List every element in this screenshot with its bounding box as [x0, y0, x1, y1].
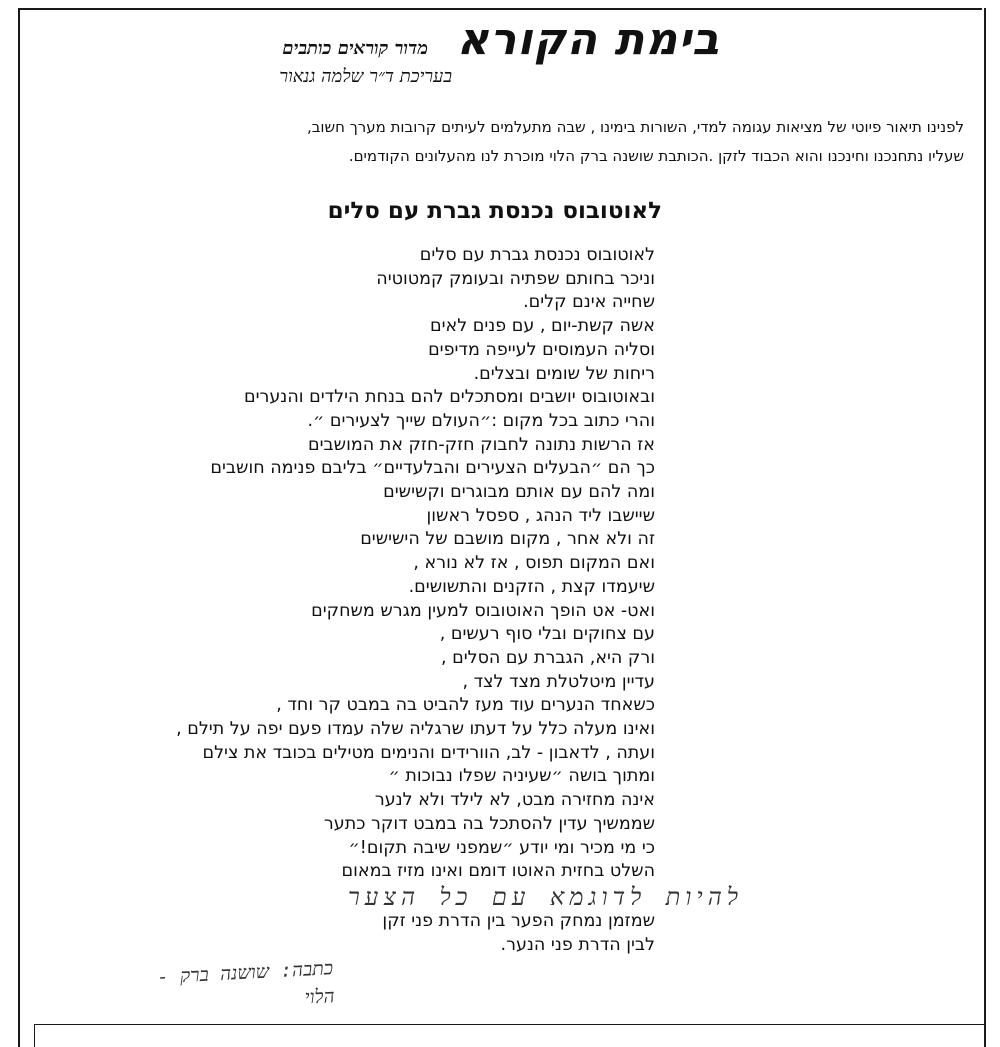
poem-line: ומתוך בושה ״שעיניה שפלו נבוכות ״ [388, 766, 655, 787]
poem-line: כך הם ״הבעלים הצעירים והבלעדיים״ בליבם פנימה חושבים [210, 458, 655, 479]
poem-line: ומה להם עם אותם מבוגרים וקשישים [383, 482, 655, 503]
poem-line: ואט- אט הופך האוטובוס למעין מגרש משחקים [311, 600, 655, 621]
poem-line: זה ולא אחר , מקום מושבם של הישישים [360, 529, 655, 550]
poem-line: כי מי מכיר ומי יודע ״שמפני שיבה תקום!״ [348, 837, 655, 858]
frame-bottom-inner-left [34, 1024, 35, 1047]
column-name: מדור קוראים כותבים [282, 38, 428, 59]
poem-line: שמזמן נמחק הפער בין הדרת פני זקן [382, 910, 655, 931]
poem-line: עדיין מיטלטלת מצד לצד , [462, 671, 655, 692]
poem-line: ועתה , לדאבון - לב, הוורידים והנימים מטילים בכובד את צילם [202, 742, 655, 763]
poem-line: לבין הדרת פני הנער. [500, 934, 655, 955]
frame-right [984, 8, 986, 1047]
poem-line: שחייה אינם קלים. [523, 292, 655, 313]
poem-line: והרי כתוב בכל מקום :״העולם שייך לצעירים ״. [307, 410, 655, 431]
frame-top [18, 8, 982, 10]
poem-line: לאוטובוס נכנסת גברת עם סלים [419, 245, 655, 265]
poem-line: עם צחוקים ובלי סוף רעשים , [439, 624, 655, 645]
poem-line: ריחות של שומים ובצלים. [473, 363, 655, 384]
intro-line-1: לפנינו תיאור פיוטי של מציאות עגומה למדי, השורות בימינו , שבה מתעלמים לעיתים קרובות מערך חשוב, [306, 118, 964, 136]
poem-line: ואינו מעלה כלל על דעתו שרגליה שלה עמדו פעם יפה על תילם , [176, 719, 655, 740]
poem-line: ורק היא, הגברת עם הסלים , [440, 647, 655, 668]
poem-line: שיישבו ליד הנהג , ספסל ראשון [426, 505, 655, 526]
poem-line: שממשיך עדין להסתכל בה במבט דוקר כתער [323, 813, 655, 834]
poem-line-handwritten: להיות לדוגמא עם כל הצער [348, 882, 743, 911]
poem-line: אז הרשות נתונה לחבוק חזק-חזק את המושבים [308, 434, 655, 455]
poem-line: השלט בחזית האוטו דומם ואינו מזיז במאום [341, 861, 655, 882]
poem-line: ובאוטובוס יושבים ומסתכלים להם בנחת הילדים והנערים [243, 387, 655, 408]
poem-line: אינה מחזירה מבט, לא לילד ולא לנער [374, 790, 655, 811]
poem-line: וסליה העמוסים לעייפה מדיפים [428, 339, 655, 360]
frame-bottom-divider [34, 1024, 986, 1025]
intro-line-2: שעליו נתחנכנו וחינכנו והוא הכבוד לזקן .הכותבת שושנה ברק הלוי מוכרת לנו מהעלונים הקודמים. [348, 147, 964, 165]
poem-line: כשאחד הנערים עוד מעז להביט בה במבט קר וחד , [276, 695, 655, 716]
handwritten-author-credit: כתבה: שושנה ברק - הלוי [156, 957, 336, 1009]
poem-line: ואם המקום תפוס , אז לא נורא , [413, 553, 655, 574]
poem-body [176, 244, 743, 957]
poem-title: לאוטובוס נכנסת גברת עם סלים [327, 198, 662, 224]
poem-line: שיעמדו קצת , הזקנים והתשושים. [408, 576, 655, 597]
editor-credit: בעריכת ד״ר שלמה גנאור [279, 66, 452, 87]
masthead-title: בימת הקורא [456, 14, 720, 65]
poem-line: אשה קשת-יום , עם פנים לאים [429, 316, 655, 337]
frame-left [18, 8, 20, 1047]
poem-line: וניכר בחותם שפתיה ובעומק קמטוטיה [376, 268, 655, 289]
